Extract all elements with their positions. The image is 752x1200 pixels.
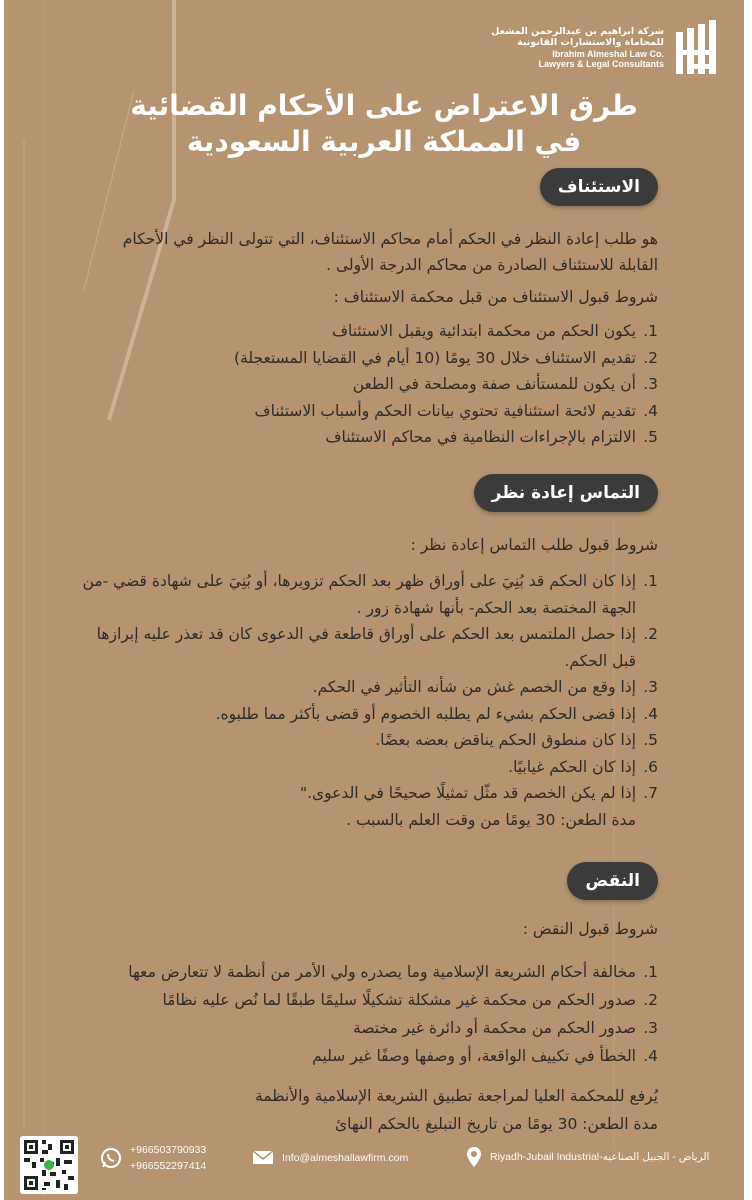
list-item: 2. تقديم الاستئناف خلال 30 يومًا (10 أيام في القضايا المستعجلة): [234, 348, 658, 367]
logo-arabic-line1: شركة ابراهيم بن عبدالرحمن المشعل: [491, 25, 664, 37]
list-item: 4. تقديم لائحة استئنافية تحتوي بيانات الحكم وأسباب الاستئناف: [254, 401, 658, 420]
footer-email: [252, 1150, 408, 1165]
title-line2: في المملكة العربية السعودية: [186, 125, 582, 158]
qr-code-icon: [20, 1136, 78, 1194]
list-item: 1. مخالفة أحكام الشريعة الإسلامية وما يصدره ولي الأمر من أنظمة لا تتعارض معها: [128, 963, 658, 981]
section-heading-cassation: النقض: [567, 862, 658, 900]
section-heading-appeal: الاستئناف: [540, 168, 658, 206]
logo-english-line2: Lawyers & Legal Consultants: [538, 58, 664, 69]
address-text: Riyadh-Jubail Industrial-الرياض - الجبيل الصناعيه: [490, 1151, 710, 1163]
list-item: 1. إذا كان الحكم قد بُنِيَ على أوراق ظهر بعد الحكم تزويرها، أو بُنِيَ على شهادة قضي -من الجهة المختصة بعد الحكم- بأنها شهادة زور .: [82, 572, 658, 617]
list-item: 3. صدور الحكم من محكمة أو دائرة غير مختصة: [353, 1019, 658, 1037]
company-logo: [491, 20, 720, 76]
list-item: 1. يكون الحكم من محكمة ابتدائية ويقبل الاستئناف: [331, 322, 658, 340]
email-link[interactable]: Info@almeshallawfirm.com: [282, 1151, 409, 1164]
cassation-note: يُرفع للمحكمة العليا لمراجعة تطبيق الشريعة الإسلامية والأنظمة: [254, 1087, 658, 1105]
list-item: 6. إذا كان الحكم غيابيًا.: [508, 757, 658, 776]
review-conditions-title: شروط قبول طلب التماس إعادة نظر :: [410, 536, 658, 554]
list-item: 3. أن يكون للمستأنف صفة ومصلحة في الطعن: [352, 375, 658, 393]
list-item: 7. إذا لم يكن الخصم قد مثّل تمثيلًا صحيحًا في الدعوى.": [299, 784, 658, 802]
appeal-conditions-list: [98, 318, 658, 451]
title-line1: طرق الاعتراض على الأحكام القضائية: [130, 89, 638, 122]
cassation-conditions-list: [58, 958, 658, 1070]
phone-1[interactable]: +966503790933: [130, 1144, 207, 1156]
review-period: مدة الطعن: 30 يومًا من وقت العلم بالسبب .: [346, 810, 636, 829]
list-item: 5. إذا كان منطوق الحكم يناقض بعضه بعضًا.: [375, 731, 658, 749]
location-pin-icon: [466, 1146, 482, 1168]
list-item: 2. إذا حصل الملتمس بعد الحكم على أوراق قاطعة في الدعوى كان قد تعذر عليه إبرازها قبل الحكم.: [96, 625, 658, 670]
logo-arabic-line2: للمحاماة والاستشارات القانونية: [517, 36, 664, 48]
list-item: 5. الالتزام بالإجراءات النظامية في محاكم الاستئناف: [325, 428, 658, 446]
logo-mark-icon: [674, 20, 720, 76]
list-item: 4. إذا قضى الحكم بشيء لم يطلبه الخصوم أو قضى بأكثر مما طلبوه.: [215, 704, 658, 723]
footer-address: [466, 1146, 709, 1168]
document-page: [4, 0, 744, 1200]
review-conditions-list: [78, 568, 658, 833]
phone-2[interactable]: +966552297414: [130, 1160, 207, 1172]
list-item: 4. الخطأ في تكييف الواقعة، أو وصفها وصفًا غير سليم: [312, 1047, 658, 1065]
appeal-definition: هو طلب إعادة النظر في الحكم أمام محاكم الاستئناف، التي تتولى النظر في الأحكام القابلة للاستئناف الصادرة من محاكم الدرجة الأولى .: [122, 230, 658, 274]
whatsapp-icon: [100, 1147, 122, 1169]
list-item: 3. إذا وقع من الخصم غش من شأنه التأثير في الحكم.: [312, 678, 658, 696]
footer: [4, 1128, 744, 1200]
appeal-conditions-title: شروط قبول الاستئناف من قبل محكمة الاستئناف :: [333, 288, 658, 306]
footer-phones: [100, 1142, 206, 1174]
list-item: 2. صدور الحكم من محكمة غير مشكلة تشكيلًا سليمًا طبقًا لما نُص عليه نظامًا: [162, 991, 658, 1009]
page-title: [124, 88, 644, 160]
logo-english-line1: Ibrahim Almeshal Law Co.: [552, 48, 664, 59]
cassation-period: مدة الطعن: 30 يومًا من تاريخ التبليغ بالحكم النهائ: [334, 1115, 658, 1133]
section-heading-review: التماس إعادة نظر: [474, 474, 658, 512]
mail-icon: [252, 1150, 274, 1165]
cassation-conditions-title: شروط قبول النقض :: [522, 920, 658, 938]
